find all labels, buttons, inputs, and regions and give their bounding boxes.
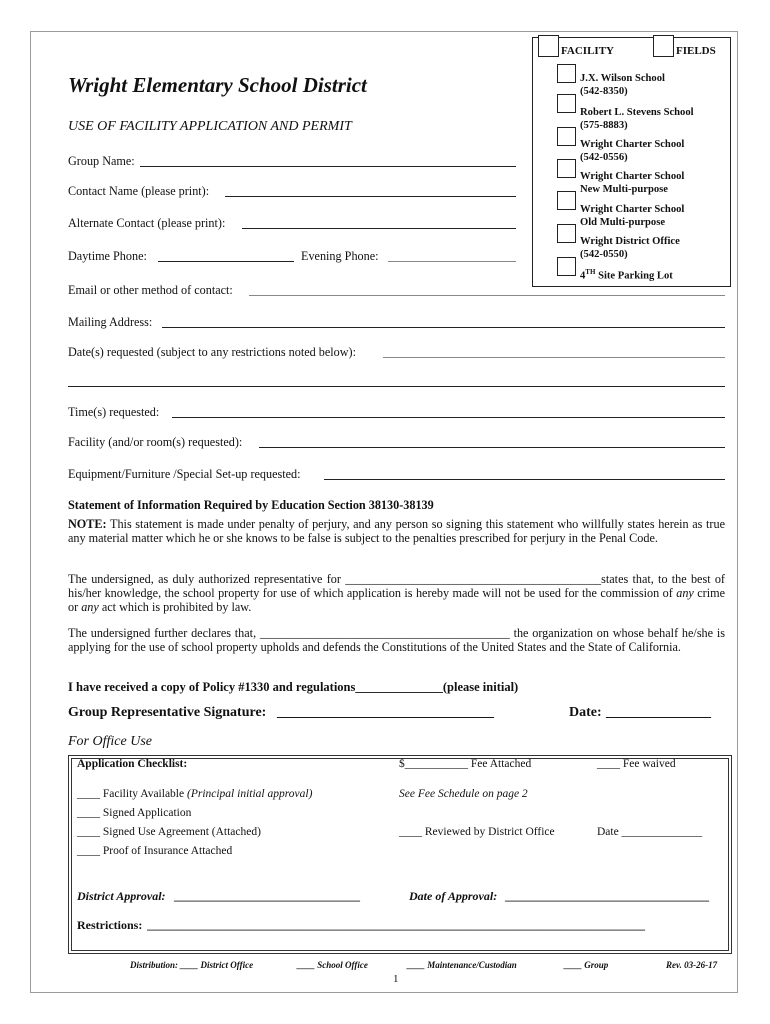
dates-requested-label: Date(s) requested (subject to any restrictions noted below): — [68, 345, 357, 359]
fee-waived[interactable]: ____ Fee waived — [597, 758, 676, 770]
times-requested-label: Time(s) requested: — [68, 405, 160, 419]
checklist-title: Application Checklist: — [77, 758, 188, 770]
signature-field[interactable]: _______________________________ — [277, 705, 494, 720]
revision-label: Rev. 03-26-17 — [666, 960, 718, 970]
signature-label: Group Representative Signature: — [68, 705, 267, 720]
office-date-field[interactable]: Date ______________ — [597, 826, 703, 838]
times-requested-field[interactable] — [172, 417, 725, 418]
facility-option-label: 4TH Site Parking Lot — [580, 268, 673, 282]
page-number: 1 — [393, 973, 399, 985]
facility-option-label: J.X. Wilson School (542-8350) — [580, 73, 665, 97]
dates-requested-field[interactable] — [383, 357, 725, 358]
alternate-contact-field[interactable] — [242, 228, 516, 229]
fee-attached[interactable]: $___________ Fee Attached — [399, 758, 532, 770]
daytime-phone-field[interactable] — [158, 261, 294, 262]
facility-requested-field[interactable] — [259, 447, 725, 448]
proof-insurance-item[interactable]: ____ Proof of Insurance Attached — [77, 845, 233, 857]
distribution-district-office: Distribution: ____ District Office — [130, 960, 254, 970]
facility-option-label: Wright District Office (542-0550) — [580, 236, 680, 260]
evening-phone-label: Evening Phone: — [301, 249, 379, 263]
facility-option-checkbox[interactable] — [557, 64, 576, 83]
email-label: Email or other method of contact: — [68, 283, 233, 297]
evening-phone-field[interactable] — [388, 261, 516, 262]
contact-name-label: Contact Name (please print): — [68, 184, 210, 198]
contact-name-field[interactable] — [225, 196, 516, 197]
office-use-heading: For Office Use — [68, 734, 152, 749]
distribution-maintenance: ____ Maintenance/Custodian — [407, 960, 517, 970]
district-approval-field[interactable]: _______________________________ — [174, 889, 360, 903]
alternate-contact-label: Alternate Contact (please print): — [68, 216, 226, 230]
policy-initial-line[interactable]: I have received a copy of Policy #1330 and regulations______________(please initial) — [68, 680, 519, 694]
dates-requested-field-continued[interactable] — [68, 386, 725, 387]
distribution-group: ____ Group — [564, 960, 609, 970]
date-of-approval-field[interactable]: __________________________________ — [505, 889, 709, 903]
mailing-address-field[interactable] — [162, 327, 725, 328]
facility-option-checkbox[interactable] — [557, 94, 576, 113]
signed-application-item[interactable]: ____ Signed Application — [77, 807, 192, 819]
facility-option-label: Wright Charter School New Multi-purpose — [580, 171, 685, 195]
facility-option-checkbox[interactable] — [557, 159, 576, 178]
fields-type-label: FIELDS — [676, 45, 716, 57]
facility-option-label: Robert L. Stevens School (575-8883) — [580, 107, 694, 131]
fee-schedule-note: See Fee Schedule on page 2 — [399, 788, 528, 800]
mailing-address-label: Mailing Address: — [68, 315, 153, 329]
group-name-label: Group Name: — [68, 154, 135, 168]
form-subtitle: USE OF FACILITY APPLICATION AND PERMIT — [68, 119, 352, 134]
declarant-blank[interactable]: _________________________________________ — [259, 626, 510, 640]
facility-type-checkbox[interactable] — [538, 35, 559, 57]
group-name-field[interactable] — [140, 166, 516, 167]
facility-option-label: Wright Charter School (542-0556) — [580, 139, 685, 163]
date-of-approval-label: Date of Approval: — [409, 889, 498, 903]
district-approval-label: District Approval: — [77, 889, 166, 903]
equipment-field[interactable] — [324, 479, 725, 480]
facility-type-label: FACILITY — [561, 45, 614, 57]
organization-blank[interactable]: __________________________________________ — [345, 572, 602, 586]
fields-type-checkbox[interactable] — [653, 35, 674, 57]
reviewed-by-district-item[interactable]: ____ Reviewed by District Office — [399, 826, 555, 838]
daytime-phone-label: Daytime Phone: — [68, 249, 147, 263]
restrictions-label: Restrictions: — [77, 918, 143, 932]
email-field[interactable] — [249, 295, 725, 296]
representative-statement: The undersigned, as duly authorized representative for __________________________________________states that, to the best of his/her knowledge, the school property for use of which application is hereby made will not be used for the commission of any crime or any act which is prohibited by law. — [68, 572, 725, 614]
date-field[interactable]: _______________ — [606, 705, 711, 720]
district-title: Wright Elementary School District — [68, 73, 367, 97]
date-label: Date: — [569, 705, 602, 720]
facility-option-checkbox[interactable] — [557, 127, 576, 146]
facility-available-item[interactable]: ____ Facility Available (Principal initial approval) — [77, 788, 313, 800]
facility-option-checkbox[interactable] — [557, 191, 576, 210]
facility-option-checkbox[interactable] — [557, 224, 576, 243]
restrictions-field[interactable]: ___________________________________________________________________________________ — [147, 918, 645, 932]
facility-option-checkbox[interactable] — [557, 257, 576, 276]
perjury-note: NOTE: This statement is made under penalty of perjury, and any person so signing this statement who willfully states herein as true any material matter which he or she knows to be false is subject to the penalties prescribed for perjury in the Penal Code. — [68, 517, 725, 545]
equipment-label: Equipment/Furniture /Special Set-up requested: — [68, 467, 301, 481]
distribution-school-office: ____ School Office — [297, 960, 368, 970]
signed-use-agreement-item[interactable]: ____ Signed Use Agreement (Attached) — [77, 826, 261, 838]
facility-option-label: Wright Charter School Old Multi-purpose — [580, 204, 685, 228]
statement-heading: Statement of Information Required by Education Section 38130-38139 — [68, 498, 434, 512]
facility-requested-label: Facility (and/or room(s) requested): — [68, 435, 243, 449]
constitution-statement: The undersigned further declares that, _________________________________________ the organization on whose behalf he/she is applying for the use of school property upholds and defends the Constitutions of the United States and the State of California. — [68, 626, 725, 654]
